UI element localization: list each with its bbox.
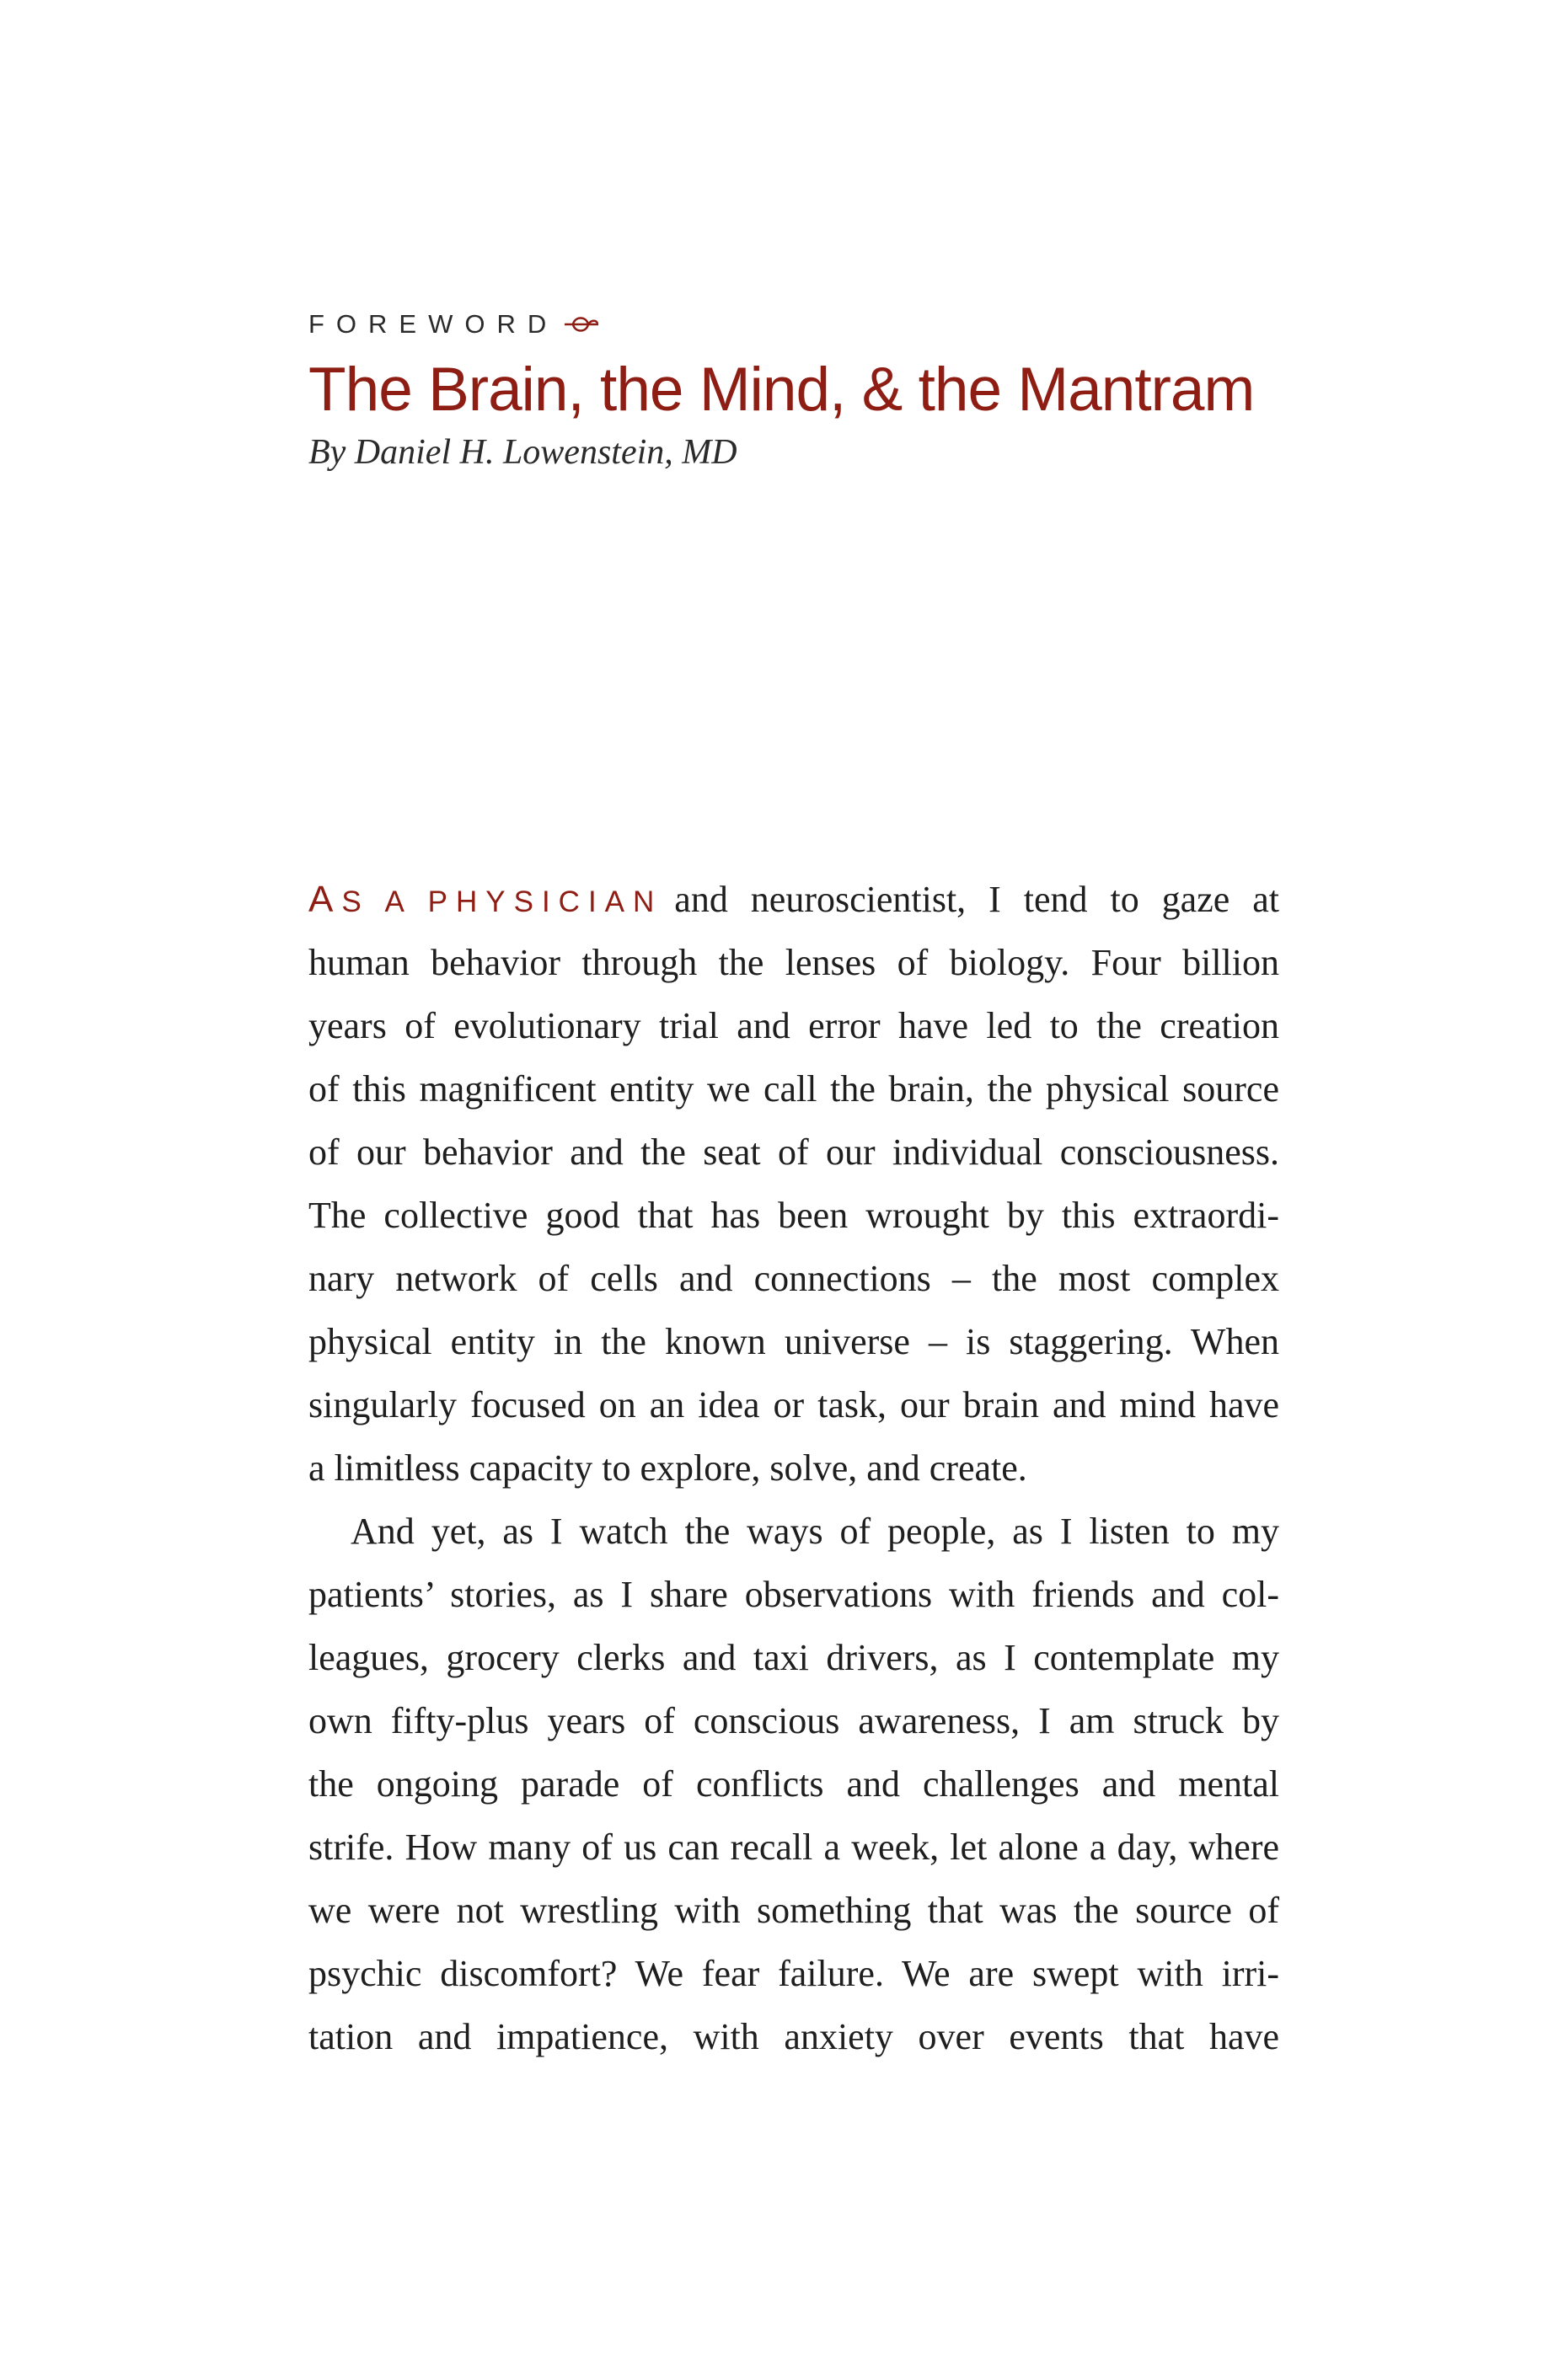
author-byline: By Daniel H. Lowenstein, MD	[308, 433, 737, 472]
paragraph-line: leagues, grocery clerks and taxi drivers, as I contemplate my	[308, 1637, 1279, 1678]
paragraph-line: of our behavior and the seat of our individual consciousness.	[308, 1131, 1279, 1173]
foreword-header	[308, 308, 1278, 473]
body-text	[308, 868, 1279, 2068]
paragraph-line: tation and impatience, with anxiety over events that have	[308, 2016, 1279, 2057]
paragraph-line: strife. How many of us can recall a week, let alone a day, where	[308, 1826, 1279, 1868]
ornament-icon	[563, 312, 600, 337]
paragraph-line: years of evolutionary trial and error have led to the creation	[308, 1005, 1279, 1046]
paragraph-line: a limitless capacity to explore, solve, and create.	[308, 1447, 1027, 1489]
paragraph-line: own fifty-plus years of conscious awareness, I am struck by	[308, 1700, 1279, 1741]
lead-in-rest: S A PHYSICIAN	[341, 885, 663, 918]
paragraph-line: human behavior through the lenses of biology. Four billion	[308, 942, 1279, 983]
paragraph-1	[308, 868, 1279, 1500]
paragraph-line: we were not wrestling with something that was the source of	[308, 1890, 1279, 1931]
paragraph-line: The collective good that has been wrought by this extraordi-	[308, 1195, 1279, 1236]
paragraph-2	[308, 1500, 1279, 2068]
paragraph-line: And yet, as I watch the ways of people, as I listen to my	[351, 1511, 1279, 1552]
paragraph-line: patients’ stories, as I share observations with friends and col-	[308, 1574, 1279, 1615]
section-label	[308, 308, 1278, 341]
paragraph-line: the ongoing parade of conflicts and challenges and mental	[308, 1763, 1279, 1805]
paragraph-line: nary network of cells and connections – the most complex	[308, 1258, 1279, 1299]
paragraph-line: singularly focused on an idea or task, our brain and mind have	[308, 1384, 1279, 1425]
paragraph-line	[308, 868, 1279, 931]
lead-in-smallcaps	[308, 868, 662, 931]
paragraph-line: of this magnificent entity we call the brain, the physical source	[308, 1068, 1279, 1110]
lead-in-cap: A	[308, 879, 342, 920]
paragraph-line: psychic discomfort? We fear failure. We are swept with irri-	[308, 1953, 1279, 1994]
section-label-text: FOREWORD	[308, 309, 559, 339]
paragraph-line-text: and neuroscientist, I tend to gaze at	[674, 879, 1279, 920]
paragraph-line: physical entity in the known universe – is staggering. When	[308, 1321, 1279, 1362]
page-title: The Brain, the Mind, & the Mantram	[308, 356, 1255, 424]
